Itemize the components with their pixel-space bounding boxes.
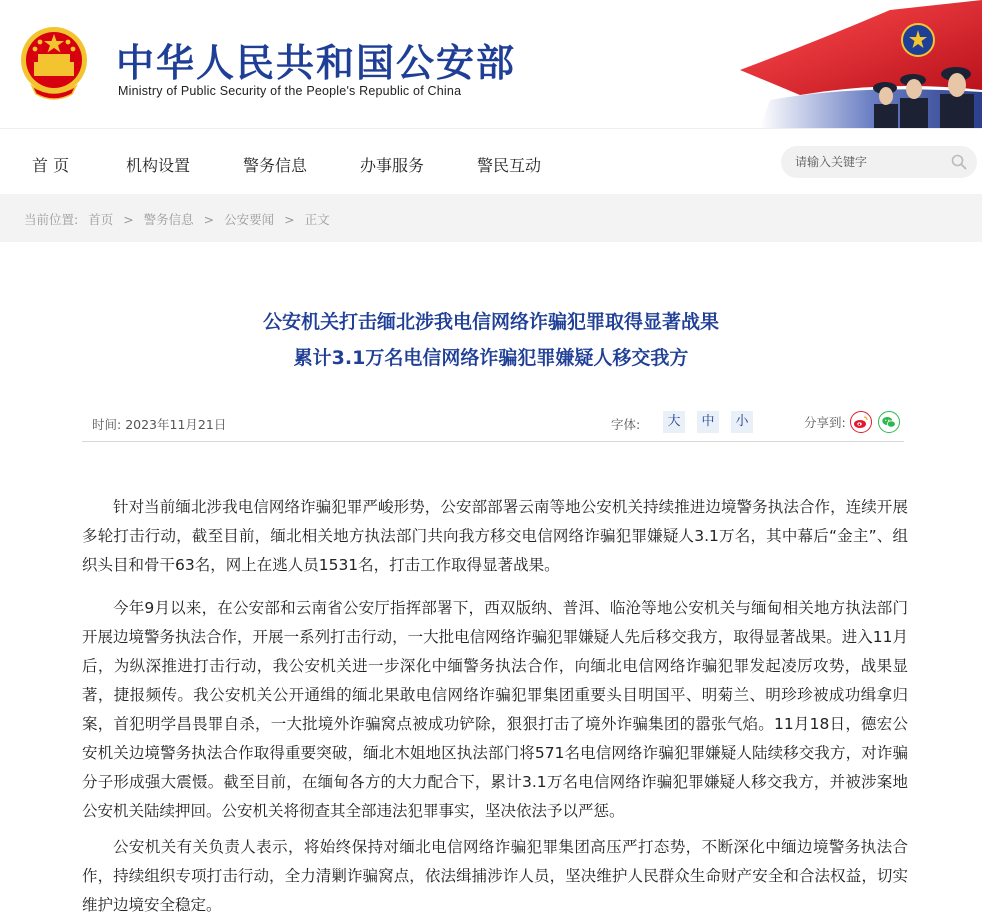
site-subtitle: Ministry of Public Security of the People's Republic of China (118, 84, 462, 98)
publish-time-value: 2023年11月21日 (125, 417, 227, 432)
breadcrumb-item-current: 正文 (304, 212, 330, 227)
publish-time-label: 时间: (92, 417, 122, 432)
nav-item-police-info[interactable]: 警务信息 (243, 156, 308, 175)
breadcrumb-bar (0, 194, 982, 242)
nav-item-home[interactable]: 首 页 (32, 156, 70, 175)
font-size-medium-button[interactable]: 中 (697, 411, 719, 433)
article-meta (82, 406, 904, 442)
breadcrumb-separator: > (203, 212, 215, 227)
breadcrumb-label: 当前位置: (24, 212, 79, 227)
national-emblem-icon[interactable] (18, 24, 90, 100)
breadcrumb-item-police-info[interactable]: 警务信息 (143, 212, 194, 227)
font-size-large-button[interactable]: 大 (663, 411, 685, 433)
breadcrumb-separator: > (284, 212, 295, 227)
font-size-small-button[interactable]: 小 (731, 411, 753, 433)
weibo-share-icon[interactable] (850, 411, 872, 433)
search-input[interactable] (795, 146, 945, 178)
article-subtitle: 累计3.1万名电信网络诈骗犯罪嫌疑人移交我方 (293, 347, 689, 369)
nav-item-services[interactable]: 办事服务 (360, 156, 425, 175)
article-title: 公安机关打击缅北涉我电信网络诈骗犯罪取得显著战果 (262, 311, 719, 333)
share-label: 分享到: (804, 415, 846, 430)
publish-time (92, 415, 226, 433)
nav-item-organization[interactable]: 机构设置 (126, 156, 191, 175)
search-box (781, 146, 977, 178)
breadcrumb-item-news[interactable]: 公安要闻 (224, 212, 275, 227)
nav-item-interaction[interactable]: 警民互动 (477, 156, 542, 175)
police-banner-image (740, 0, 982, 128)
article-paragraph: 针对当前缅北涉我电信网络诈骗犯罪严峻形势，公安部部署云南等地公安机关持续推进边境警务执法合作，连续开展多轮打击行动，截至目前，缅北相关地方执法部门共向我方移交电信网络诈骗犯罪嫌疑人3.1万名，其中幕后“金主”、组织头目和骨干63名，网上在逃人员1531名，打击工作取得显著战果。 (82, 498, 908, 574)
breadcrumb-separator: > (123, 212, 134, 227)
breadcrumb (24, 210, 336, 228)
article-paragraph: 今年9月以来，在公安部和云南省公安厅指挥部署下，西双版纳、普洱、临沧等地公安机关与缅甸相关地方执法部门开展边境警务执法合作，开展一系列打击行动，一大批电信网络诈骗犯罪嫌疑人先后移交我方，取得显著战果。进入11月后，为纵深推进打击行动，我公安机关进一步深化中缅警务执法合作，向缅北电信网络诈骗犯罪发起凌厉攻势，战果显著，捷报频传。我公安机关公开通缉的缅北果敢电信网络诈骗犯罪集团重要头目明国平、明菊兰、明珍珍被成功缉拿归案，首犯明学昌畏罪自杀，一大批境外诈骗窝点被成功铲除，狠狠打击了境外诈骗集团的嚣张气焰。11月18日，德宏公安机关边境警务执法合作取得重要突破，缅北木姐地区执法部门将571名电信网络诈骗犯罪嫌疑人陆续移交我方，对诈骗分子形成强大震慑。截至目前，在缅甸各方的大力配合下，累计3.1万名电信网络诈骗犯罪嫌疑人移交我方，并被涉案地公安机关陆续押回。公安机关将彻查其全部违法犯罪事实，坚决依法予以严惩。 (82, 599, 908, 820)
breadcrumb-item-home[interactable]: 首页 (88, 212, 114, 227)
site-title: 中华人民共和国公安部 (116, 41, 517, 85)
search-icon[interactable] (951, 154, 967, 170)
site-header (0, 0, 982, 128)
article-paragraph: 公安机关有关负责人表示，将始终保持对缅北电信网络诈骗犯罪集团高压严打态势，不断深化中缅边境警务执法合作，持续组织专项打击行动，全力清剿诈骗窝点，依法缉捕涉诈人员，坚决维护人民群众生命财产安全和合法权益，切实维护边境安全稳定。 (82, 838, 908, 914)
wechat-share-icon[interactable] (878, 411, 900, 433)
font-size-label: 字体: (611, 417, 641, 432)
